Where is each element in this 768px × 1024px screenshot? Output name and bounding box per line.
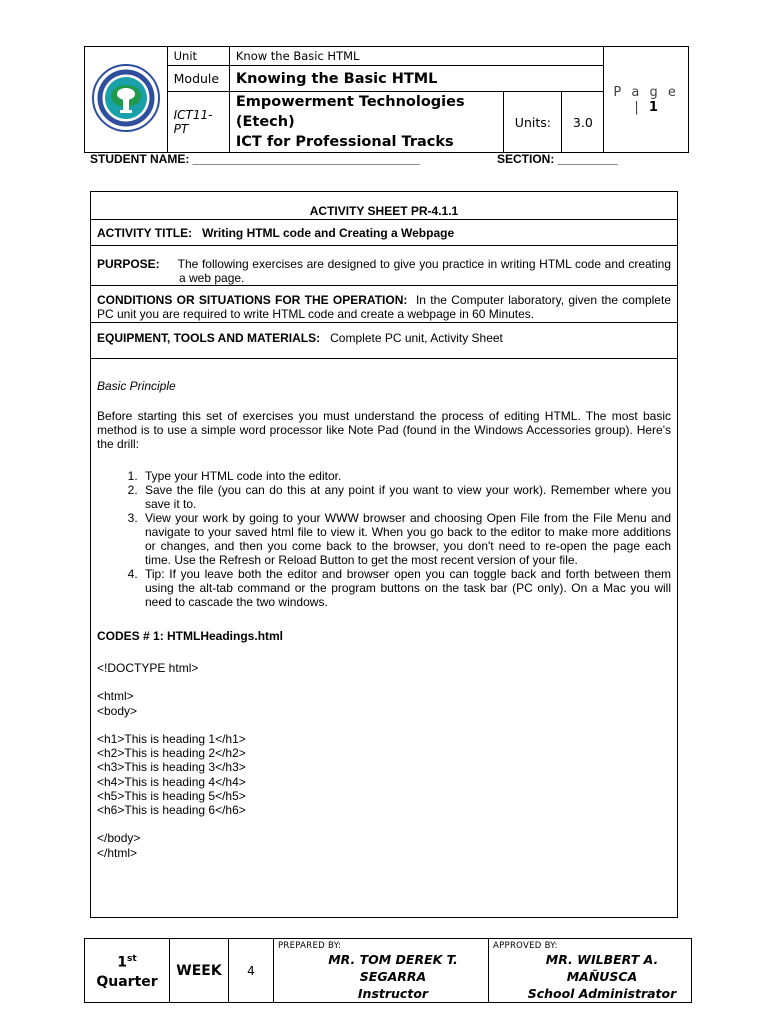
code-line: <body> [97, 703, 138, 718]
activity-sheet-box [90, 191, 678, 918]
unit-value: Know the Basic HTML [229, 47, 603, 66]
conditions-value: In the Computer laboratory, given the complete PC unit you are required to write HTML code and create a webpage in 60 Minutes. [97, 293, 671, 321]
quarter-number: 1 [117, 954, 128, 971]
page-separator: | [634, 99, 642, 115]
unit-label: Unit [167, 47, 229, 66]
activity-title-value: Writing HTML code and Creating a Webpage [202, 226, 455, 240]
header-table [84, 46, 689, 150]
code-line: <h3>This is heading 3</h3> [97, 760, 246, 775]
list-item: 4. Tip: If you leave both the editor and browser open you can toggle back and forth between them using the alt-tab command or the program buttons on the task bar (PC only). On a Mac you will need to cascade the two windows. [141, 567, 671, 609]
equipment-row [91, 323, 677, 359]
prepared-by-role: Instructor [357, 986, 429, 1001]
course-code: ICT11-PT [167, 92, 229, 153]
logo-cell [85, 47, 168, 153]
code-line: </html> [97, 845, 138, 860]
activity-title-row [91, 220, 677, 246]
code-line [97, 675, 671, 689]
student-name-label: STUDENT NAME: [90, 152, 190, 166]
approved-by-name: MR. WILBERT A. MAÑUSCA [545, 952, 659, 984]
conditions-label: CONDITIONS OR SITUATIONS FOR THE OPERATION: [97, 293, 408, 307]
code-line: <html> [97, 689, 134, 704]
activity-sheet-title: ACTIVITY SHEET PR-4.1.1 [91, 192, 677, 220]
code-line [97, 817, 671, 831]
equipment-value: Complete PC unit, Activity Sheet [330, 331, 503, 345]
activity-title-label: ACTIVITY TITLE: [97, 226, 193, 240]
purpose-row [91, 246, 677, 286]
footer-table [84, 938, 692, 1001]
prepared-by-cell [274, 939, 489, 1003]
code-line: <h2>This is heading 2</h2> [97, 746, 246, 761]
equipment-label: EQUIPMENT, TOOLS AND MATERIALS: [97, 331, 321, 345]
code-line: </body> [97, 831, 141, 846]
quarter-cell [85, 939, 170, 1003]
section-label: SECTION: [497, 152, 555, 166]
units-value: 3.0 [562, 92, 604, 153]
quarter-label: Quarter [96, 974, 158, 991]
code-line: <h4>This is heading 4</h4> [97, 774, 246, 789]
approved-by-role: School Administrator [527, 986, 677, 1001]
module-value: Knowing the Basic HTML [229, 66, 603, 92]
section-line [497, 152, 618, 166]
purpose-value: The following exercises are designed to give you practice in writing HTML code and creating a web page. [177, 257, 672, 285]
school-seal-icon [91, 63, 161, 133]
prepared-by-name: MR. TOM DEREK T. SEGARRA [328, 952, 458, 984]
code-line: <h5>This is heading 5</h5> [97, 788, 246, 803]
code-line [97, 718, 671, 732]
student-name-blank: __________________________________ [192, 152, 420, 166]
codes-heading: CODES # 1: HTMLHeadings.html [97, 629, 284, 643]
list-item: 1. Type your HTML code into the editor. [141, 469, 671, 483]
principle-heading: Basic Principle [97, 379, 176, 393]
week-value: 4 [229, 939, 274, 1003]
list-item: 2. Save the file (you can do this at any point if you want to view your work). Remember where you save it to. [141, 483, 671, 511]
approved-by-label: APPROVED BY: [493, 941, 558, 951]
conditions-row [91, 286, 677, 323]
purpose-label-text: PURPOSE: [97, 257, 160, 271]
section-blank: _________ [557, 152, 618, 166]
page-number: 1 [648, 99, 658, 115]
subject-title [229, 92, 503, 153]
page-label: P a g e [613, 84, 679, 100]
subject-line-2: ICT for Professional Tracks [235, 134, 454, 150]
list-item: 3. View your work by going to your WWW browser and choosing Open File from the File Menu and navigate to your saved html file to view it. When you go back to the editor to make more additions or changes, and then you come back to the browser, you don't need to re-open the page each time. Use the Refresh or Reload Button to get the most recent version of your file. [141, 511, 671, 567]
quarter-suffix: st [127, 953, 137, 964]
student-name-line [90, 152, 420, 166]
week-label: WEEK [170, 939, 229, 1003]
code-line: <h6>This is heading 6</h6> [97, 803, 246, 818]
code-line: <h1>This is heading 1</h1> [97, 732, 246, 747]
subject-line-1: Empowerment Technologies (Etech) [235, 94, 465, 130]
steps-list [97, 469, 671, 609]
approved-by-cell [489, 939, 692, 1003]
page-indicator [604, 47, 689, 153]
intro-paragraph: Before starting this set of exercises you must understand the process of editing HTML. The most basic method is to use a simple word processor like Note Pad (found in the Windows Accessories group). Here's the drill: [97, 409, 671, 451]
units-label: Units: [504, 92, 562, 153]
code-line: <!DOCTYPE html> [97, 661, 199, 675]
code-listing [97, 661, 671, 860]
prepared-by-label: PREPARED BY: [278, 941, 342, 951]
module-label: Module [167, 66, 229, 92]
